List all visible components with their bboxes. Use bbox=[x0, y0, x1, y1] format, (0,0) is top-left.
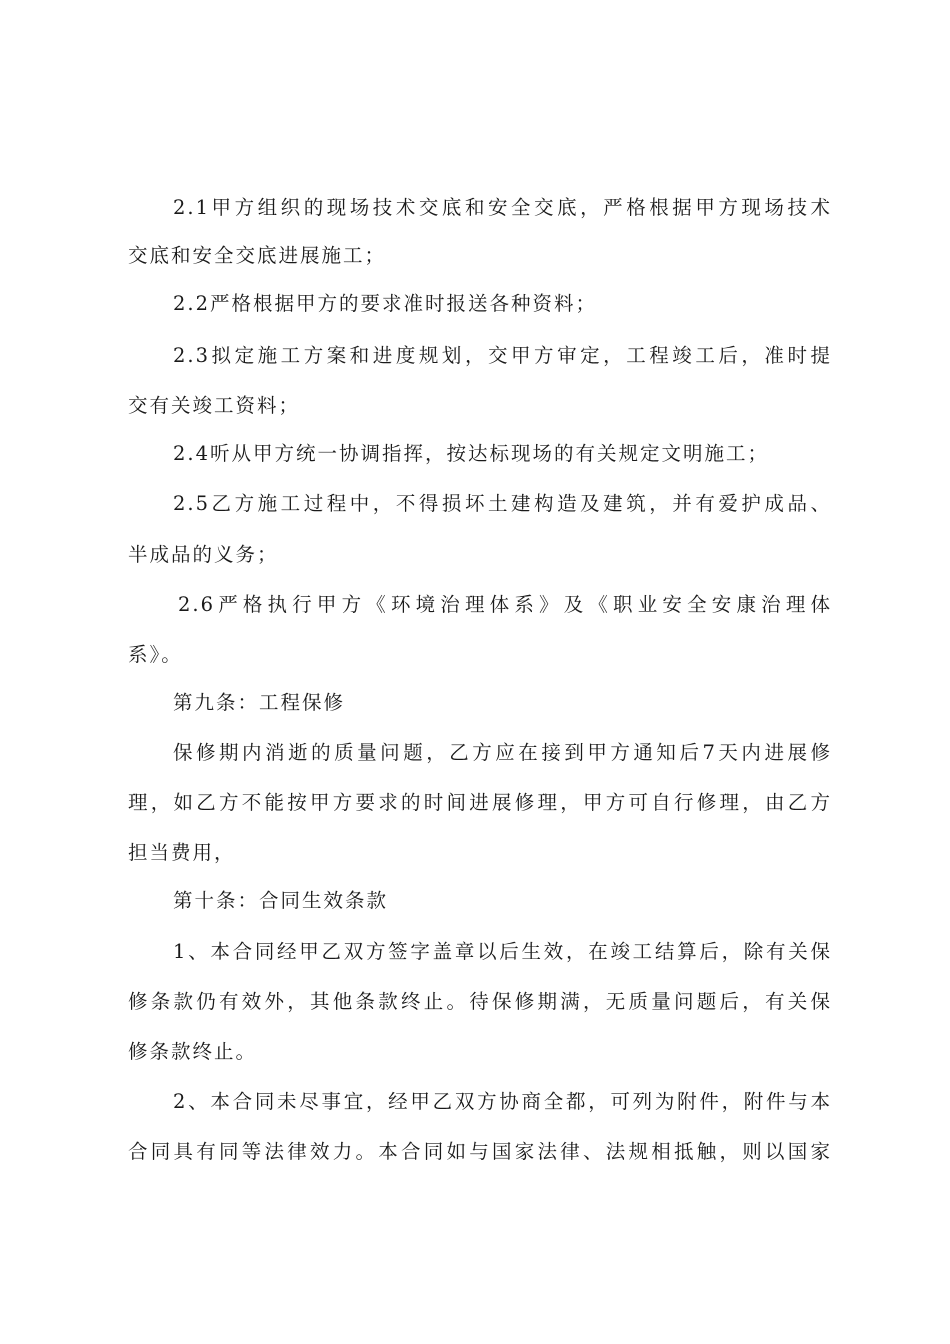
article-9-body-line-2: 理，如乙方不能按甲方要求的时间进展修理，甲方可自行修理，由乙方 bbox=[128, 791, 832, 814]
article-10-item-2-line-1: 2、本合同未尽事宜，经甲乙双方协商全都，可列为附件，附件与本 bbox=[173, 1090, 832, 1113]
clause-2-1-line-2: 交底和安全交底进展施工； bbox=[128, 244, 387, 267]
clause-2-6-line-1: 2.6严格执行甲方《环境治理体系》及《职业安全安康治理体 bbox=[178, 593, 832, 616]
clause-2-5-line-2: 半成品的义务； bbox=[128, 543, 279, 566]
clause-2-3-line-1: 2.3拟定施工方案和进度规划，交甲方审定，工程竣工后，准时提 bbox=[173, 344, 832, 367]
article-10-item-1-line-1: 1、本合同经甲乙双方签字盖章以后生效，在竣工结算后，除有关保 bbox=[173, 940, 832, 963]
clause-2-1-line-1: 2.1甲方组织的现场技术交底和安全交底，严格根据甲方现场技术 bbox=[173, 196, 832, 219]
article-10-item-2-line-2: 合同具有同等法律效力。本合同如与国家法律、法规相抵触，则以国家 bbox=[128, 1140, 832, 1163]
article-9-body-line-3: 担当费用， bbox=[128, 841, 236, 864]
article-9-body-line-1: 保修期内消逝的质量问题，乙方应在接到甲方通知后7天内进展修 bbox=[173, 741, 832, 764]
article-10-heading: 第十条：合同生效条款 bbox=[173, 889, 389, 912]
article-9-heading: 第九条：工程保修 bbox=[173, 691, 346, 714]
clause-2-3-line-2: 交有关竣工资料； bbox=[128, 394, 301, 417]
clause-2-6-line-2: 系》。 bbox=[128, 643, 183, 666]
clause-2-2-line-1: 2.2严格根据甲方的要求准时报送各种资料； bbox=[173, 292, 598, 315]
article-10-item-1-line-3: 修条款终止。 bbox=[128, 1040, 258, 1063]
article-10-item-1-line-2: 修条款仍有效外，其他条款终止。待保修期满，无质量问题后，有关保 bbox=[128, 990, 832, 1013]
clause-2-5-line-1: 2.5乙方施工过程中，不得损坏土建构造及建筑，并有爱护成品、 bbox=[173, 492, 832, 515]
clause-2-4-line-1: 2.4听从甲方统一协调指挥，按达标现场的有关规定文明施工； bbox=[173, 442, 770, 465]
